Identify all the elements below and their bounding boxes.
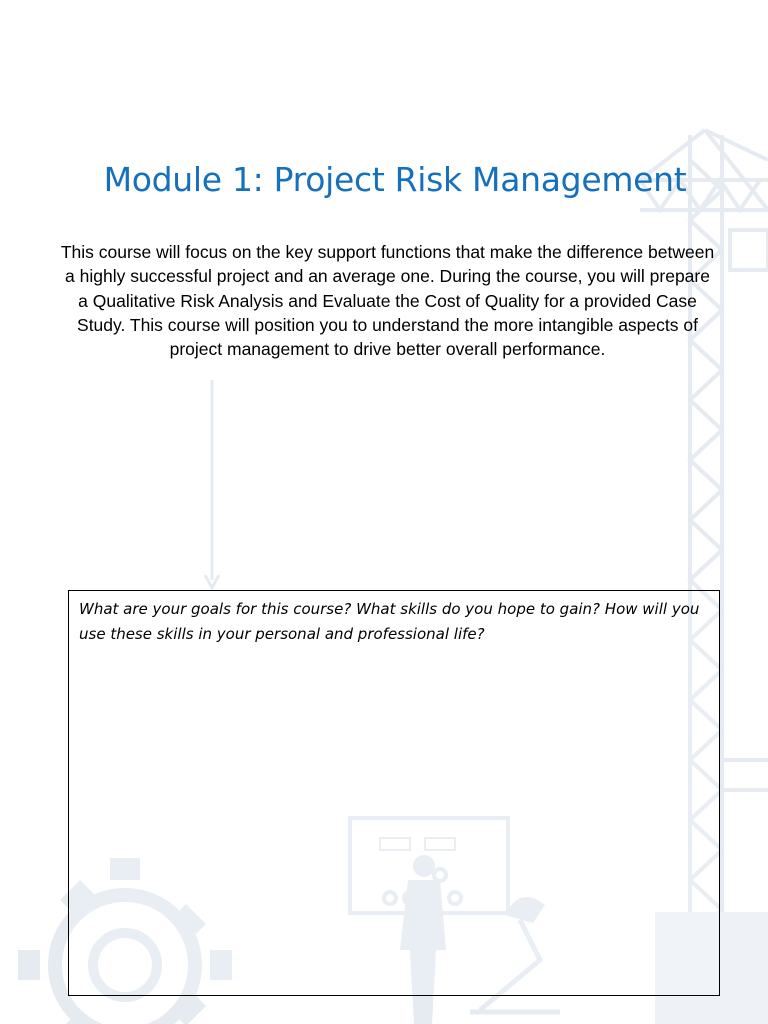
page-title: Module 1: Project Risk Management bbox=[103, 160, 687, 199]
intro-paragraph: This course will focus on the key support functions that make the difference between a highly successful project and an average one. During the course, you will prepare a Qualitative Risk Analysis and Evaluate the Cost of Quality for a provided Case Study. This course will position you to understand the more intangible aspects of project management to drive better overall performance. bbox=[60, 242, 715, 360]
goals-response-box[interactable] bbox=[68, 590, 720, 996]
goals-prompt: What are your goals for this course? What skills do you hope to gain? How will you use these skills in your personal and professional life? bbox=[79, 600, 700, 643]
